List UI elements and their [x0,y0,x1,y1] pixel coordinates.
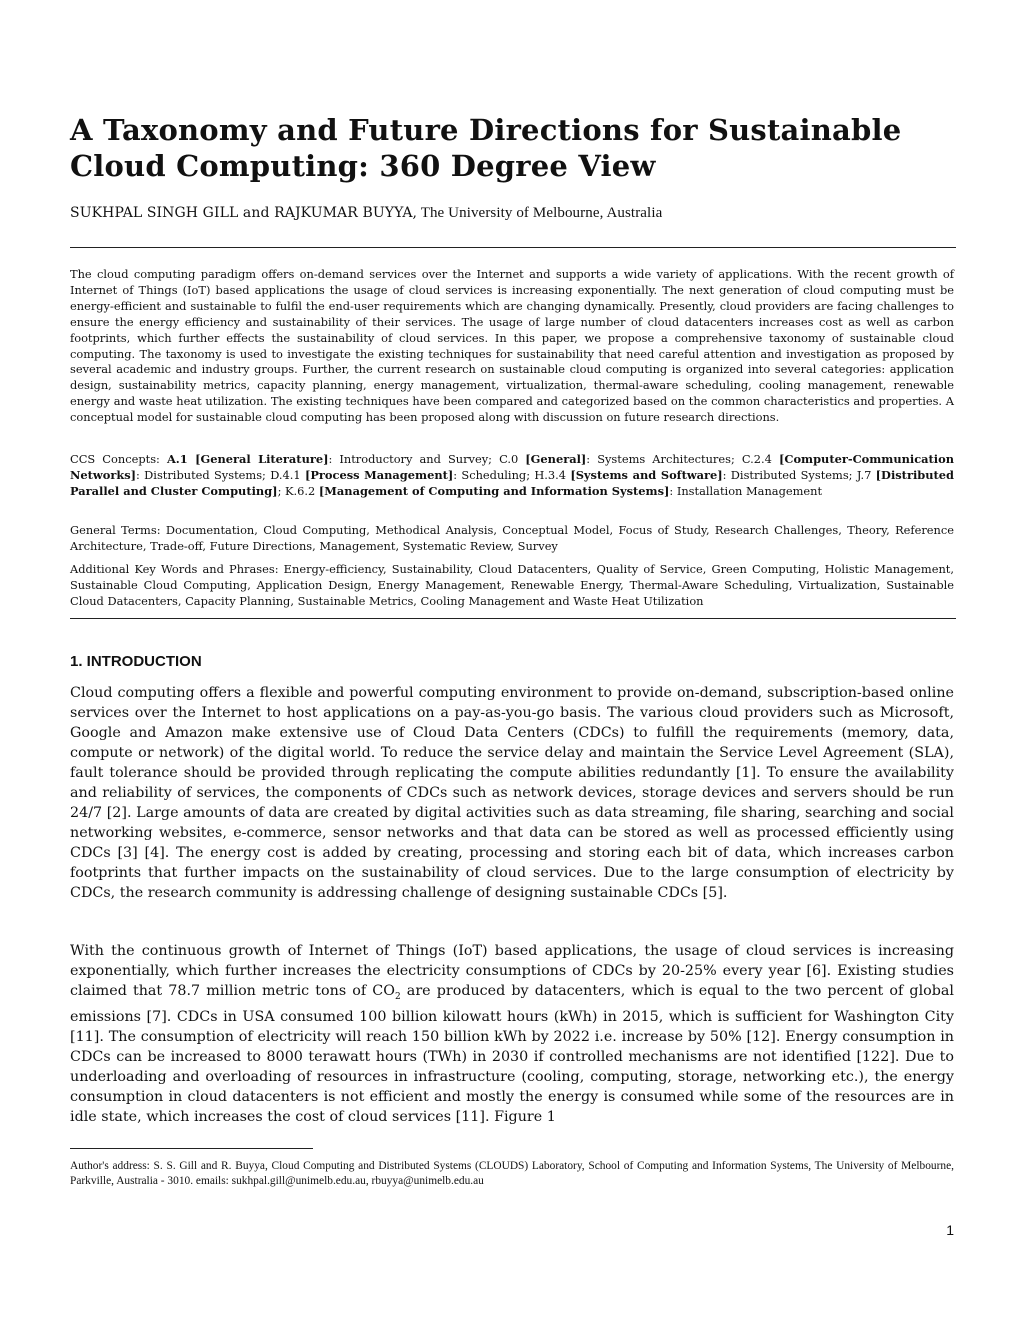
keywords: Additional Key Words and Phrases: Energy-efficiency, Sustainability, Cloud Datacenters, Quality of Service, Green Computing, Holistic Management, Sustainable Cloud Computing, Application Design, Energy Management, Renewable Energy, Thermal-Aware Scheduling, Virtualization, Sustainable Cloud Datacenters, Capacity Planning, Sustainable Metrics, Cooling Management and Waste Heat Utilization [70,562,954,608]
ccs-item-3: D.4.1 [Process Management]: Scheduling; [270,467,535,482]
page-number: 1 [946,1222,954,1238]
ccs-item-0: A.1 [General Literature]: Introductory and Survey; [166,452,500,466]
author-names: SUKHPAL SINGH GILL and RAJKUMAR BUYYA, [70,205,418,221]
section-heading: 1. INTRODUCTION [70,653,202,670]
paper-title: A Taxonomy and Future Directions for Sustainable Cloud Computing: 360 Degree View [70,113,902,183]
ccs-item-1: C.0 [General]: Systems Architectures; [499,452,742,466]
ccs-item-5: J.7 [Distributed Parallel and Cluster Computing]; [70,467,954,498]
ccs-concepts [70,452,954,500]
footnote-divider [70,1148,313,1149]
author-address-footnote: Author's address: S. S. Gill and R. Buyya, Cloud Computing and Distributed Systems (CLOUDS) Laboratory, School of Computing and Information Systems, The University of Melbourne, Parkville, Australia - 3010. emails: sukhpal.gill@unimelb.edu.au, rbuyya@unimelb.edu.au [70,1160,954,1187]
abstract-text: The cloud computing paradigm offers on-demand services over the Internet and supports a wide variety of applications. With the recent growth of Internet of Things (IoT) based applications the usage of cloud services is increasing exponentially. The next generation of cloud computing must be energy-efficient and sustainable to fulfil the end-user requirements which are changing dynamically. Presently, cloud providers are facing challenges to ensure the energy efficiency and sustainability of their services. The usage of large number of cloud datacenters increases cost as well as carbon footprints, which further effects the sustainability of cloud services. In this paper, we propose a comprehensive taxonomy of sustainable cloud computing. The taxonomy is used to investigate the existing techniques for sustainability that need careful attention and investigation as proposed by several academic and industry groups. Further, the current research on sustainable cloud computing is organized into several categories: application design, sustainability metrics, capacity planning, energy management, virtualization, thermal-aware scheduling, cooling management, renewable energy and waste heat utilization. The existing techniques have been compared and categorized based on the common characteristics and properties. A conceptual model for sustainable cloud computing has been proposed along with discussion on future research directions. [70,267,954,425]
general-terms: General Terms: Documentation, Cloud Computing, Methodical Analysis, Conceptual Model, Focus of Study, Research Challenges, Theory, Reference Architecture, Trade-off, Future Directions, Management, Systematic Review, Survey [70,523,954,553]
author-affiliation: The University of Melbourne, Australia [417,205,663,221]
ccs-item-6: K.6.2 [Management of Computing and Information Systems]: Installation Management [285,483,823,498]
metadata-divider [70,618,956,619]
intro-paragraph-1: Cloud computing offers a flexible and powerful computing environment to provide on-demand, subscription-based online services over the Internet to host applications on a pay-as-you-go basis. The various cloud providers such as Microsoft, Google and Amazon make extensive use of Cloud Data Centers (CDCs) to fulfill the requirements (memory, data, compute or network) of the digital world. To reduce the service delay and maintain the Service Level Agreement (SLA), fault tolerance should be provided through replicating the compute abilities redundantly [1]. To ensure the availability and reliability of services, the components of CDCs such as network devices, storage devices and servers should be run 24/7 [2]. Large amounts of data are created by digital activities such as data streaming, file sharing, searching and social networking websites, e-commerce, sensor networks and that data can be stored as well as processed efficiently using CDCs [3] [4]. The energy cost is added by creating, processing and storing each bit of data, which increases carbon footprints that further impacts on the sustainability of cloud services. Due to the large consumption of electricity by CDCs, the research community is addressing challenge of designing sustainable CDCs [5]. [70,685,954,901]
ccs-item-4: H.3.4 [Systems and Software]: Distributed Systems; [534,467,857,482]
ccs-lead: CCS Concepts: [70,452,167,466]
header-divider [70,247,956,248]
ccs-item-2: C.2.4 [Computer-Communication Networks]: Distributed Systems; [70,452,955,482]
author-line [70,205,954,222]
intro-paragraph-2: With the continuous growth of Internet of Things (IoT) based applications, the usage of cloud services is increasing exponentially, which further increases the electricity consumptions of CDCs by 20-25% every year [6]. Existing studies claimed that 78.7 million metric tons of $CO_2$ are produced by datacenters, which is equal to the two percent of global emissions [7]. CDCs in USA consumed 100 billion kilowatt hours (kWh) in 2015, which is sufficient for Washington City [11]. The consumption of electricity will reach 150 billion kWh by 2022 i.e. increase by 50% [12]. Energy consumption in CDCs can be increased to 8000 terawatt hours (TWh) in 2030 if controlled mechanisms are not identified [122]. Due to underloading and overloading of resources in infrastructure (cooling, computing, storage, networking etc.), the energy consumption in cloud datacenters is not efficient and mostly the energy is consumed while some of the resources are in idle state, which increases the cost of cloud services [11]. Figure 1 [70,943,954,1125]
